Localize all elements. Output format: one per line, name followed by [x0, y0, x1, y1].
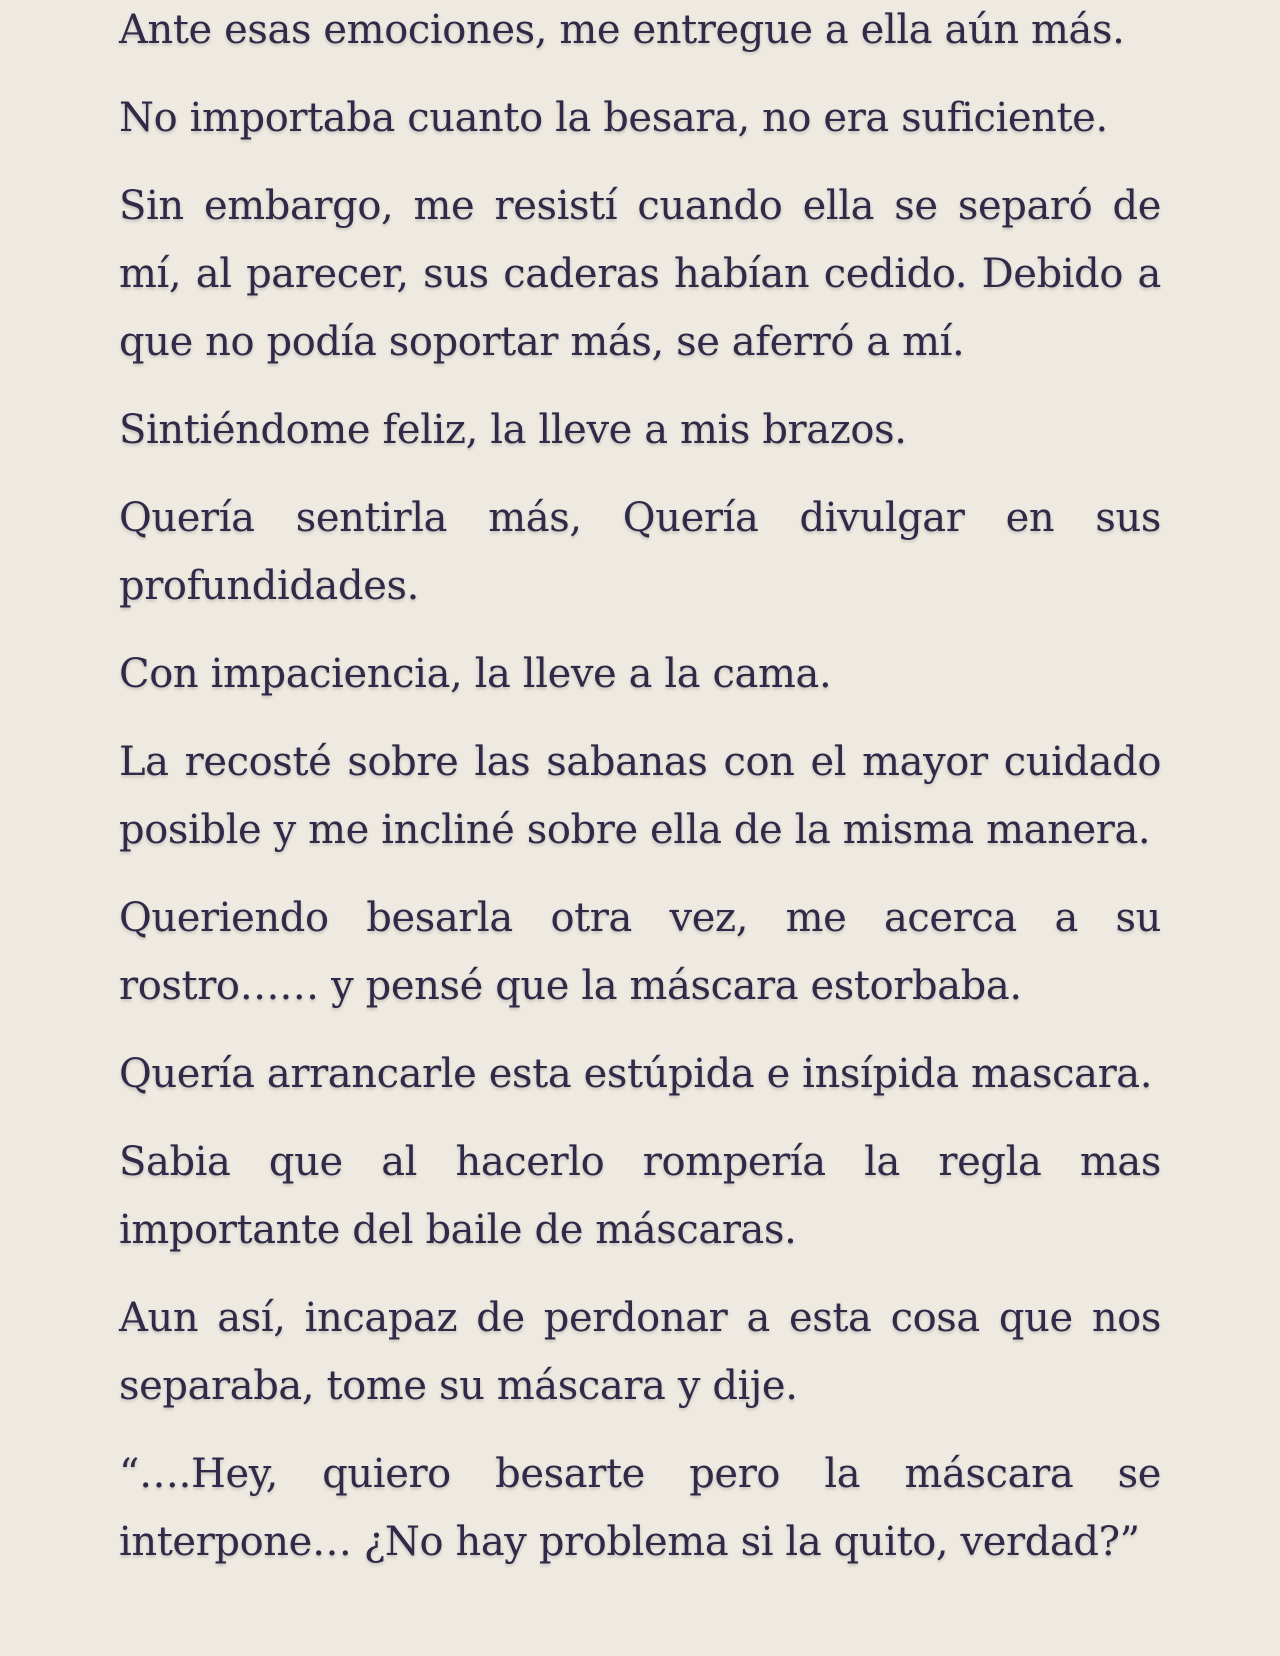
- paragraph-11: Aun así, incapaz de perdonar a esta cosa que nos separaba, tome su máscara y dije.: [119, 1295, 1161, 1409]
- paragraph-1: Ante esas emociones, me entregue a ella aún más.: [119, 7, 1125, 53]
- paragraph-4: Sintiéndome feliz, la lleve a mis brazos.: [119, 407, 907, 453]
- paragraph-9: Quería arrancarle esta estúpida e insípida mascara.: [119, 1051, 1153, 1097]
- paragraph-12: “….Hey, quiero besarte pero la máscara se interpone… ¿No hay problema si la quito, verdad?”: [119, 1451, 1161, 1565]
- paragraph-5: Quería sentirla más, Quería divulgar en sus profundidades.: [119, 495, 1161, 609]
- paragraph-2: No importaba cuanto la besara, no era suficiente.: [119, 95, 1108, 141]
- paragraph-6: Con impaciencia, la lleve a la cama.: [119, 651, 832, 697]
- paragraph-10: Sabia que al hacerlo rompería la regla mas importante del baile de máscaras.: [119, 1139, 1161, 1253]
- document-body: [119, 0, 1161, 1576]
- paragraph-7: La recosté sobre las sabanas con el mayor cuidado posible y me incliné sobre ella de la misma manera.: [119, 739, 1161, 853]
- paragraph-8: Queriendo besarla otra vez, me acerca a su rostro…… y pensé que la máscara estorbaba.: [119, 895, 1161, 1009]
- paragraph-3: Sin embargo, me resistí cuando ella se separó de mí, al parecer, sus caderas habían cedido. Debido a que no podía soportar más, se aferró a mí.: [119, 183, 1161, 365]
